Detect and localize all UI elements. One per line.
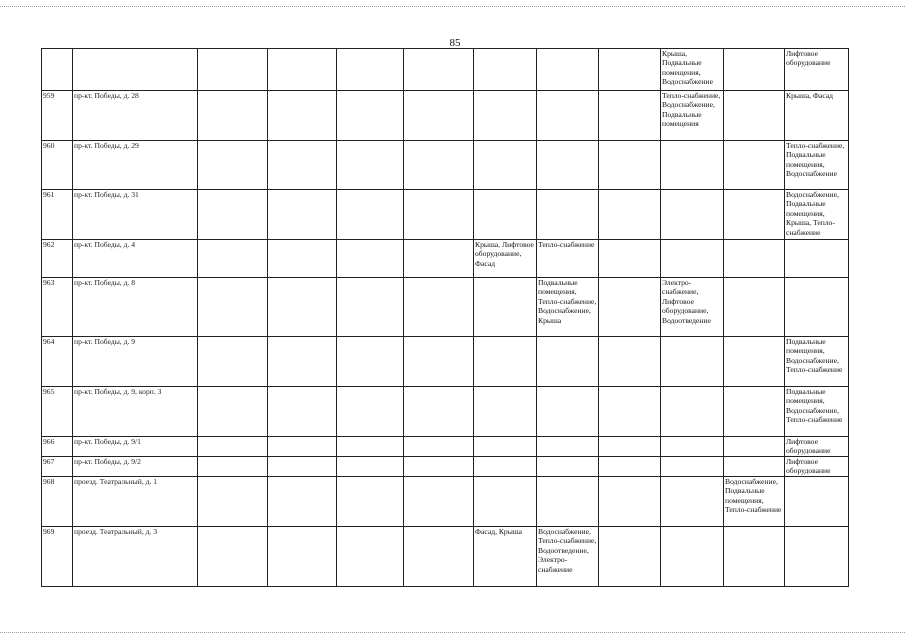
work-cell: Тепло-снабжение, Водоснабжение, Подвальные помещения [661, 91, 724, 141]
work-cell: Тепло-снабжение, Подвальные помещения, Водоснабжение [785, 141, 849, 190]
row-address: пр-кт. Победы, д. 9, корп. 3 [73, 387, 198, 437]
work-cell [474, 477, 537, 527]
work-cell [724, 141, 785, 190]
work-cell [599, 337, 661, 387]
work-cell [474, 437, 537, 457]
work-cell [599, 49, 661, 91]
work-cell [599, 91, 661, 141]
work-cell: Лифтовое оборудование [785, 49, 849, 91]
empty-cell [404, 240, 474, 278]
work-cell [661, 240, 724, 278]
work-cell: Лифтовое оборудование [785, 457, 849, 477]
row-address [73, 49, 198, 91]
empty-cell [404, 437, 474, 457]
work-cell [599, 141, 661, 190]
work-cell [599, 527, 661, 587]
work-cell [785, 477, 849, 527]
row-address: пр-кт. Победы, д. 9 [73, 337, 198, 387]
row-number: 964 [42, 337, 73, 387]
row-number: 959 [42, 91, 73, 141]
table-row [42, 477, 849, 527]
work-cell [537, 387, 599, 437]
empty-cell [404, 337, 474, 387]
table-row [42, 527, 849, 587]
table-row [42, 437, 849, 457]
empty-cell [198, 141, 268, 190]
empty-cell [198, 49, 268, 91]
row-number [42, 49, 73, 91]
row-number: 960 [42, 141, 73, 190]
work-cell [474, 337, 537, 387]
work-cell: Подвальные помещения, Водоснабжение, Тепло-снабжение [785, 337, 849, 387]
work-cell: Крыша, Фасад [785, 91, 849, 141]
row-number: 962 [42, 240, 73, 278]
work-cell [537, 437, 599, 457]
work-cell [474, 457, 537, 477]
work-cell: Водоснабжение, Подвальные помещения, Тепло-снабжение [724, 477, 785, 527]
work-cell [599, 387, 661, 437]
work-cell [474, 387, 537, 437]
work-cell [474, 49, 537, 91]
work-cell [724, 278, 785, 337]
work-cell [724, 527, 785, 587]
work-cell [599, 240, 661, 278]
work-cell [661, 457, 724, 477]
work-cell [661, 141, 724, 190]
table-row [42, 337, 849, 387]
empty-cell [404, 387, 474, 437]
work-cell [785, 527, 849, 587]
empty-cell [337, 457, 404, 477]
work-cell [724, 49, 785, 91]
empty-cell [268, 240, 337, 278]
empty-cell [268, 190, 337, 240]
work-cell [661, 527, 724, 587]
table-row [42, 91, 849, 141]
work-cell [661, 387, 724, 437]
empty-cell [404, 91, 474, 141]
row-address: пр-кт. Победы, д. 9/1 [73, 437, 198, 457]
work-cell [537, 457, 599, 477]
work-cell [599, 477, 661, 527]
empty-cell [404, 141, 474, 190]
work-cell [661, 337, 724, 387]
work-cell [537, 141, 599, 190]
empty-cell [337, 240, 404, 278]
empty-cell [404, 278, 474, 337]
work-cell [537, 477, 599, 527]
empty-cell [268, 527, 337, 587]
work-cell [661, 437, 724, 457]
work-cell [537, 337, 599, 387]
row-number: 966 [42, 437, 73, 457]
work-cell [537, 49, 599, 91]
empty-cell [198, 477, 268, 527]
work-cell [599, 278, 661, 337]
work-cell [785, 240, 849, 278]
empty-cell [337, 49, 404, 91]
page-number: 85 [449, 37, 461, 49]
empty-cell [337, 387, 404, 437]
row-number: 961 [42, 190, 73, 240]
empty-cell [268, 91, 337, 141]
work-cell [724, 387, 785, 437]
work-cell [724, 190, 785, 240]
work-cell [661, 190, 724, 240]
work-cell [724, 240, 785, 278]
empty-cell [198, 240, 268, 278]
work-cell [537, 190, 599, 240]
work-cell: Тепло-снабжение [537, 240, 599, 278]
table-row [42, 457, 849, 477]
row-address: пр-кт. Победы, д. 31 [73, 190, 198, 240]
row-address: пр-кт. Победы, д. 29 [73, 141, 198, 190]
empty-cell [198, 337, 268, 387]
empty-cell [198, 387, 268, 437]
row-number: 969 [42, 527, 73, 587]
repair-schedule-table [41, 48, 849, 587]
work-cell [724, 437, 785, 457]
empty-cell [268, 141, 337, 190]
empty-cell [404, 190, 474, 240]
work-cell: Лифтовое оборудование [785, 437, 849, 457]
empty-cell [268, 437, 337, 457]
work-cell: Водоснабжение, Подвальные помещения, Крыша, Тепло-снабжение [785, 190, 849, 240]
work-cell [474, 141, 537, 190]
table-row [42, 387, 849, 437]
empty-cell [404, 477, 474, 527]
empty-cell [337, 477, 404, 527]
work-cell: Подвальные помещения, Водоснабжение, Тепло-снабжение [785, 387, 849, 437]
scan-edge-bottom [0, 632, 905, 637]
empty-cell [198, 190, 268, 240]
empty-cell [337, 437, 404, 457]
table-row [42, 141, 849, 190]
work-cell [537, 91, 599, 141]
row-address: пр-кт. Победы, д. 4 [73, 240, 198, 278]
row-address: пр-кт. Победы, д. 8 [73, 278, 198, 337]
table-row [42, 49, 849, 91]
empty-cell [337, 190, 404, 240]
scan-edge-top [0, 0, 905, 7]
empty-cell [198, 278, 268, 337]
work-cell [599, 457, 661, 477]
empty-cell [268, 387, 337, 437]
empty-cell [198, 457, 268, 477]
empty-cell [337, 278, 404, 337]
work-cell [661, 477, 724, 527]
work-cell [599, 190, 661, 240]
work-cell: Электро-снабжение, Лифтовое оборудование, Водоотведение [661, 278, 724, 337]
empty-cell [198, 437, 268, 457]
empty-cell [268, 477, 337, 527]
empty-cell [337, 337, 404, 387]
empty-cell [268, 278, 337, 337]
empty-cell [337, 141, 404, 190]
empty-cell [198, 91, 268, 141]
empty-cell [268, 337, 337, 387]
work-cell [599, 437, 661, 457]
row-number: 967 [42, 457, 73, 477]
table-row [42, 190, 849, 240]
row-number: 968 [42, 477, 73, 527]
empty-cell [268, 49, 337, 91]
work-cell: Фасад, Крыша [474, 527, 537, 587]
work-cell: Подвальные помещения, Тепло-снабжение, Водоснабжение, Крыша [537, 278, 599, 337]
work-cell: Водоснабжение, Тепло-снабжение, Водоотведение, Электро-снабжение [537, 527, 599, 587]
table-row [42, 240, 849, 278]
row-address: пр-кт. Победы, д. 9/2 [73, 457, 198, 477]
work-cell [724, 337, 785, 387]
work-cell [785, 278, 849, 337]
row-number: 965 [42, 387, 73, 437]
row-number: 963 [42, 278, 73, 337]
empty-cell [198, 527, 268, 587]
work-cell [474, 190, 537, 240]
empty-cell [404, 527, 474, 587]
work-cell [724, 91, 785, 141]
row-address: проезд. Театральный, д. 1 [73, 477, 198, 527]
empty-cell [268, 457, 337, 477]
work-cell [474, 278, 537, 337]
work-cell: Крыша, Подвальные помещения, Водоснабжение [661, 49, 724, 91]
empty-cell [337, 91, 404, 141]
empty-cell [404, 49, 474, 91]
work-cell: Крыша, Лифтовое оборудование, Фасад [474, 240, 537, 278]
row-address: проезд. Театральный, д. 3 [73, 527, 198, 587]
work-cell [474, 91, 537, 141]
table-row [42, 278, 849, 337]
empty-cell [337, 527, 404, 587]
empty-cell [404, 457, 474, 477]
work-cell [724, 457, 785, 477]
row-address: пр-кт. Победы, д. 28 [73, 91, 198, 141]
